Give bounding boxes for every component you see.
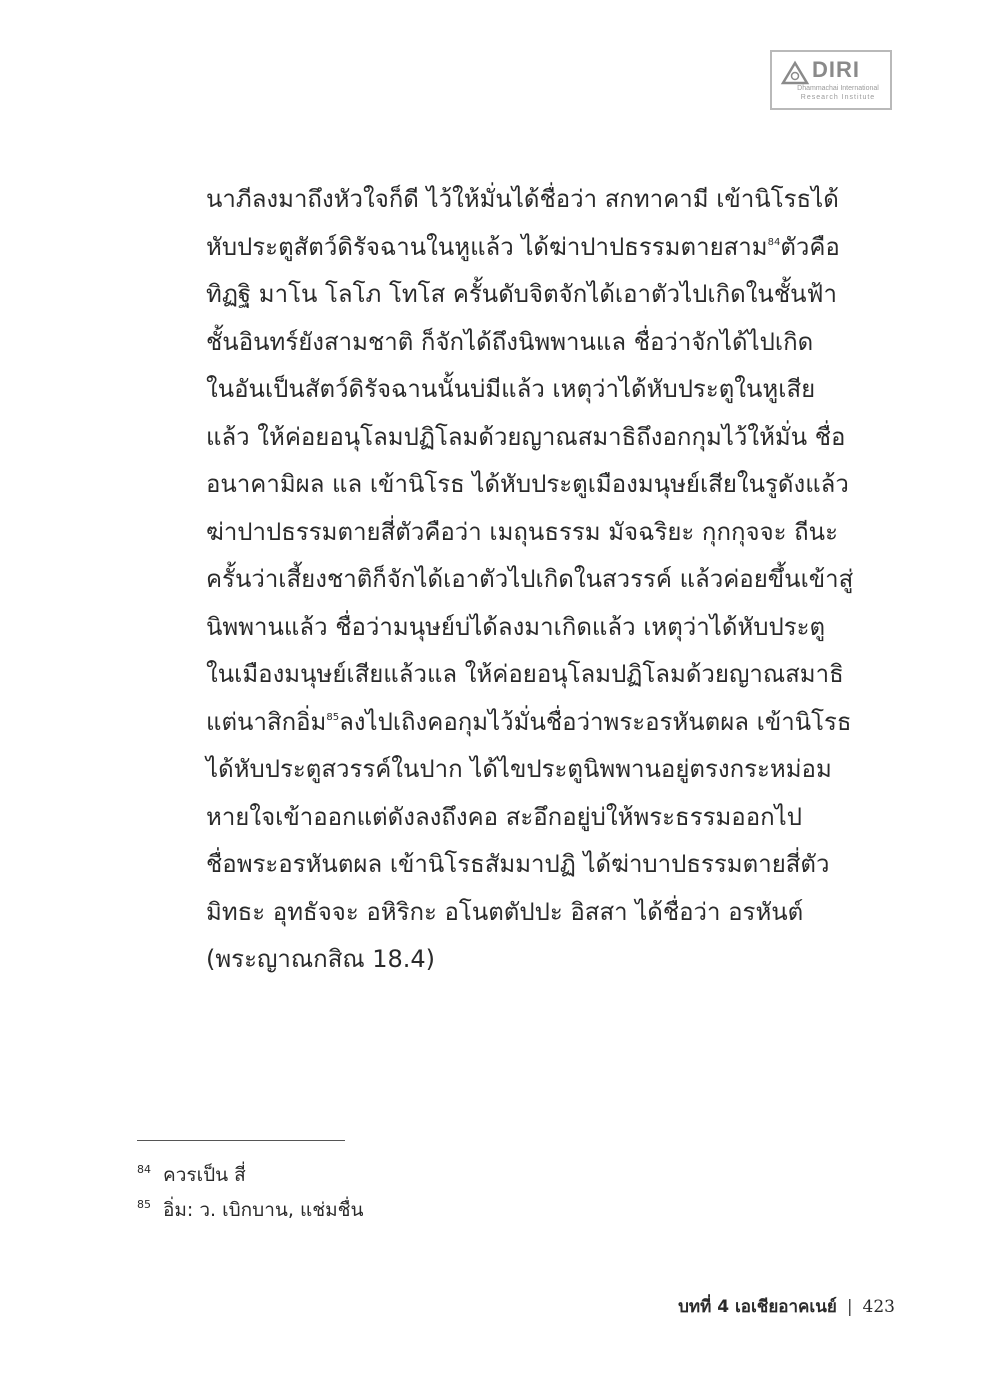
text-line: ฆ่าปาปธรรมตายสี่ตัวคือว่า เมถุนธรรม มัจฉริยะ กุกกุจจะ ถีนะ: [206, 517, 838, 546]
footnote-divider: [137, 1140, 345, 1141]
text-line: มิทธะ อุทธัจจะ อหิริกะ อโนตตัปปะ อิสสา ได้ชื่อว่า อรหันต์: [206, 897, 804, 926]
text-line: แล้ว ให้ค่อยอนุโลมปฏิโลมด้วยญาณสมาธิถึงอกกุมไว้ให้มั่น ชื่อ: [206, 422, 846, 451]
text-line: อนาคามิผล แล เข้านิโรธ ได้หับประตูเมืองมนุษย์เสียในรูดังแล้ว: [206, 470, 849, 498]
footnotes: [137, 1155, 364, 1225]
body-paragraph: [206, 176, 854, 984]
logo-name: DIRI: [812, 57, 860, 82]
footnote-text: อิ่ม: ว. เบิกบาน, แช่มชื่น: [163, 1199, 364, 1221]
text-line: ในเมืองมนุษย์เสียแล้วแล ให้ค่อยอนุโลมปฏิโลมด้วยญาณสมาธิ: [206, 660, 844, 688]
diri-logo: [770, 50, 892, 110]
logo-subtitle-1: Dhammachai International: [797, 85, 879, 92]
triangle-logo-icon: [782, 62, 808, 84]
text-line: นิพพานแล้ว ชื่อว่ามนุษย์บ่ได้ลงมาเกิดแล้ว เหตุว่าได้หับประตู: [206, 612, 826, 641]
text-line: แต่นาสิกอิ่ม$^{85}$ลงไปเถิงคอกุมไว้มั่นชื่อว่าพระอรหันตผล เข้านิโรธ: [206, 707, 852, 736]
text-line: หายใจเข้าออกแต่ดังลงถึงคอ สะอึกอยู่บ่ให้พระธรรมออกไป: [206, 802, 802, 831]
text-line: ได้หับประตูสวรรค์ในปาก ได้ไขประตูนิพพานอยู่ตรงกระหม่อม: [206, 755, 832, 783]
footnote-ref-85[interactable]: 85: [326, 711, 340, 723]
footnote-number: 85: [137, 1198, 151, 1211]
chapter-title: บทที่ 4 เอเชียอาคเนย์: [678, 1297, 837, 1317]
footnote-number: 84: [137, 1163, 151, 1176]
citation-line: (พระญาณกสิณ 18.4): [206, 945, 436, 973]
text-line: ชั้นอินทร์ยังสามชาติ ก็จักได้ถึงนิพพานแล ชื่อว่าจักได้ไปเกิด: [206, 327, 814, 356]
text-line: ทิฏฐิ มาโน โลโภ โทโส ครั้นดับจิตจักได้เอาตัวไปเกิดในชั้นฟ้า: [206, 280, 837, 308]
text-line: นาภีลงมาถึงหัวใจก็ดี ไว้ให้มั่นได้ชื่อว่า สกทาคามี เข้านิโรธได้: [206, 185, 839, 213]
footnote-85: [137, 1190, 364, 1225]
footnote-text: ควรเป็น สี่: [163, 1164, 246, 1186]
text-line: ชื่อพระอรหันตผล เข้านิโรธสัมมาปฏิ ได้ฆ่าบาปธรรมตายสี่ตัว: [206, 850, 830, 878]
page-footer: [678, 1293, 895, 1320]
text-line: ครั้นว่าเสี้ยงชาติก็จักได้เอาตัวไปเกิดในสวรรค์ แล้วค่อยขึ้นเข้าสู่: [206, 565, 854, 593]
footnote-84: [137, 1155, 364, 1190]
page-number: 423: [862, 1297, 895, 1317]
logo-subtitle-2: Research Institute: [800, 94, 876, 101]
text-line: หับประตูสัตว์ดิรัจฉานในหูแล้ว ได้ฆ่าปาปธรรมตายสาม$^{84}$ตัวคือ: [206, 232, 840, 261]
footnote-ref-84[interactable]: 84: [767, 236, 781, 248]
text-line: ในอันเป็นสัตว์ดิรัจฉานนั้นบ่มีแล้ว เหตุว่าได้หับประตูในหูเสีย: [206, 375, 816, 403]
footer-separator: |: [846, 1297, 853, 1317]
